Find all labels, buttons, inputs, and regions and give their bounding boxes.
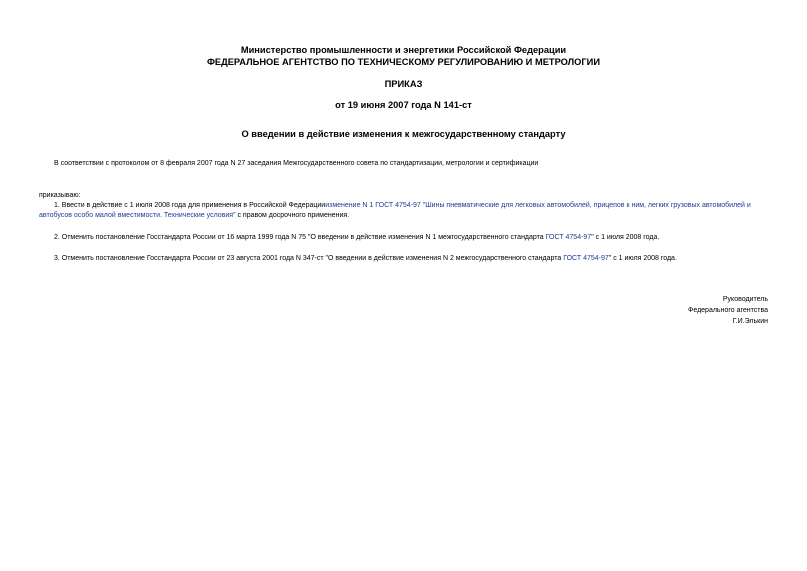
order-item-3: [54, 254, 677, 264]
gost-link-item-2[interactable]: ГОСТ 4754-97: [545, 234, 592, 241]
document-subject: О введении в действие изменения к межгосударственному стандарту: [241, 129, 566, 139]
order-item-1: [39, 201, 773, 221]
agency-title: ФЕДЕРАЛЬНОЕ АГЕНТСТВО ПО ТЕХНИЧЕСКОМУ РЕГУЛИРОВАНИЮ И МЕТРОЛОГИИ: [206, 57, 601, 67]
gost-link-item-3[interactable]: ГОСТ 4754-97: [563, 255, 609, 262]
order-item-2-tail: " с 1 июля 2008 года.: [591, 234, 660, 241]
signature-agency: Федерального агентства: [688, 307, 768, 314]
ministry-title: Министерство промышленности и энергетики Российской Федерации: [240, 45, 567, 55]
order-item-3-tail: " с 1 июля 2008 года.: [608, 255, 677, 262]
order-item-3-text: 3. Отменить постановление Госстандарта России от 23 августа 2001 года N 347-ст "О введении в действие изменения N 2 межгосударственного стандарта: [54, 255, 564, 262]
signature-position: Руководитель: [722, 296, 768, 303]
order-word: приказываю:: [39, 192, 81, 199]
document-date-number: от 19 июня 2007 года N 141-ст: [335, 100, 472, 110]
order-item-2-text: 2. Отменить постановление Госстандарта России от 16 марта 1999 года N 75 "О введении в действие изменения N 1 межгосударственного стандарта: [54, 234, 546, 241]
order-item-1-tail: с правом досрочного применения.: [235, 212, 350, 219]
order-item-2: [54, 233, 659, 243]
signature-name: Г.И.Элькин: [732, 318, 768, 325]
gost-amendment-link[interactable]: изменение N 1 ГОСТ 4754-97 "Шины пневматические для легковых автомобилей, прицепов к ним, легких грузовых автомобилей и автобусов особо малой вместимости. Технические условия": [39, 202, 751, 219]
document-type: ПРИКАЗ: [384, 79, 423, 89]
preamble-text: В соответствии с протоколом от 8 февраля 2007 года N 27 заседания Межгосударственного совета по стандартизации, метрологии и сертификации: [54, 160, 539, 167]
order-item-1-text: 1. Ввести в действие с 1 июля 2008 года для применения в Российской Федерации: [54, 202, 326, 209]
